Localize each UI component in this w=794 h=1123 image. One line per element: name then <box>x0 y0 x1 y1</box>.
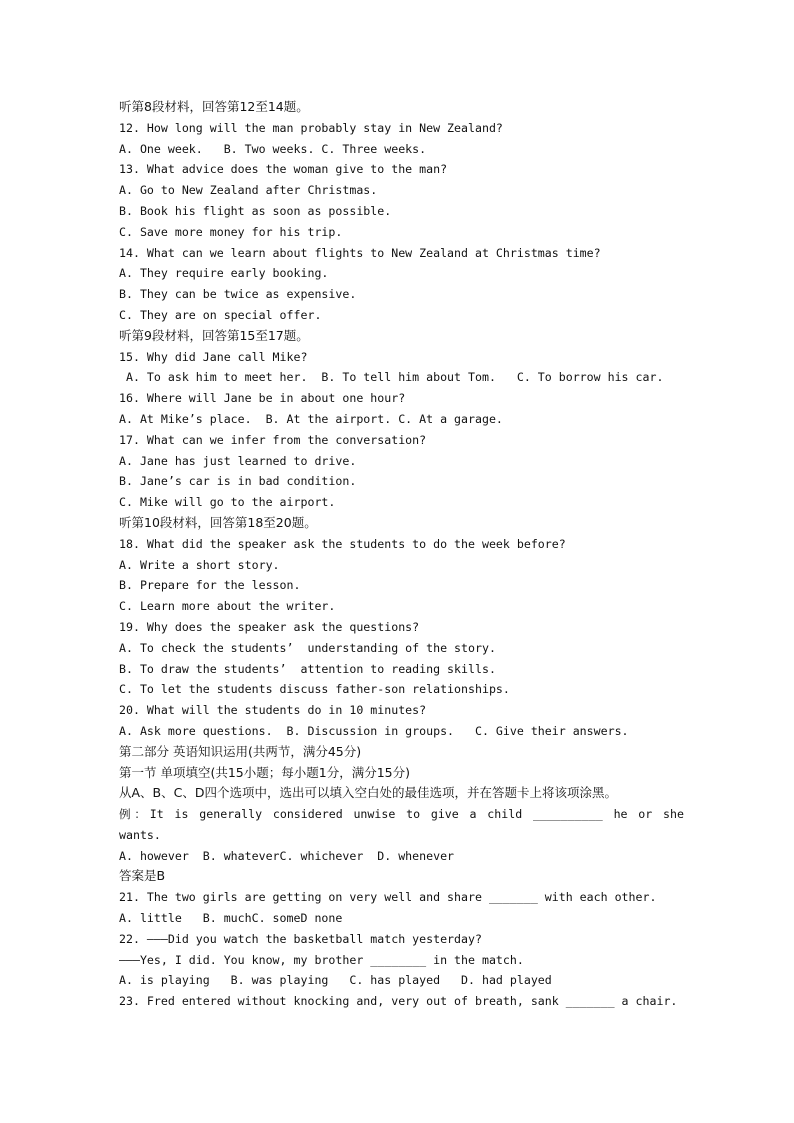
exam-page <box>119 97 684 1012</box>
question-19: 19. Why does the speaker ask the questions? <box>119 619 420 634</box>
question-17-option-a: A. Jane has just learned to drive. <box>119 453 357 468</box>
example-question: 例：It is generally considered unwise to give a child __________ he or she <box>119 807 684 822</box>
question-22: 22. ———Did you watch the basketball match yesterday? <box>119 931 482 946</box>
question-12-options: A. One week. B. Two weeks. C. Three weeks. <box>119 141 427 156</box>
question-21-options: A. little B. muchC. someD none <box>119 911 343 926</box>
question-19-option-c: C. To let the students discuss father-son relationships. <box>119 682 510 697</box>
question-22-options: A. is playing B. was playing C. has played D. had played <box>119 973 552 988</box>
question-14-option-a: A. They require early booking. <box>119 266 329 281</box>
question-18-option-c: C. Learn more about the writer. <box>119 599 336 614</box>
example-answer: 答案是B <box>119 868 166 884</box>
question-13-option-a: A. Go to New Zealand after Christmas. <box>119 183 378 198</box>
section-heading: 听第8段材料，回答第12至14题。 <box>119 99 309 114</box>
question-18-option-b: B. Prepare for the lesson. <box>119 578 301 593</box>
example-question-cont: wants. <box>119 827 161 842</box>
question-17-option-c: C. Mike will go to the airport. <box>119 495 336 510</box>
question-18-option-a: A. Write a short story. <box>119 557 280 572</box>
instructions: 从A、B、C、D四个选项中，选出可以填入空白处的最佳选项，并在答题卡上将该项涂黑。 <box>119 785 617 801</box>
part-heading: 第二部分 英语知识运用(共两节，满分45分) <box>119 743 362 759</box>
question-19-option-a: A. To check the students’ understanding of the story. <box>119 640 496 655</box>
question-16: 16. Where will Jane be in about one hour? <box>119 391 406 406</box>
question-22-reply: ———Yes, I did. You know, my brother ________ in the match. <box>119 952 524 967</box>
question-14-option-c: C. They are on special offer. <box>119 307 322 322</box>
question-20-options: A. Ask more questions. B. Discussion in groups. C. Give their answers. <box>119 723 629 738</box>
section-heading: 听第10段材料，回答第18至20题。 <box>119 514 317 530</box>
question-21: 21. The two girls are getting on very well and share _______ with each other. <box>119 890 657 905</box>
question-13-option-c: C. Save more money for his trip. <box>119 224 343 239</box>
question-14-option-b: B. They can be twice as expensive. <box>119 287 357 302</box>
question-16-options: A. At Mike’s place. B. At the airport. C. At a garage. <box>119 411 503 426</box>
question-18: 18. What did the speaker ask the students to do the week before? <box>119 536 566 551</box>
question-13-option-b: B. Book his flight as soon as possible. <box>119 203 392 218</box>
question-17: 17. What can we infer from the conversation? <box>119 432 427 447</box>
example-options: A. however B. whateverC. whichever D. whenever <box>119 848 455 863</box>
question-19-option-b: B. To draw the students’ attention to reading skills. <box>119 661 496 676</box>
question-20: 20. What will the students do in 10 minutes? <box>119 703 427 718</box>
question-14: 14. What can we learn about flights to New Zealand at Christmas time? <box>119 245 601 260</box>
subsection-heading: 第一节 单项填空(共15小题；每小题1分，满分15分) <box>119 764 410 780</box>
question-13: 13. What advice does the woman give to the man? <box>119 162 448 177</box>
question-15-options: A. To ask him to meet her. B. To tell him about Tom. C. To borrow his car. <box>119 370 664 385</box>
section-heading: 听第9段材料，回答第15至17题。 <box>119 327 309 343</box>
question-12: 12. How long will the man probably stay in New Zealand? <box>119 120 503 135</box>
question-15: 15. Why did Jane call Mike? <box>119 349 308 364</box>
question-17-option-b: B. Jane’s car is in bad condition. <box>119 474 357 489</box>
question-23: 23. Fred entered without knocking and, very out of breath, sank _______ a chair. <box>119 994 678 1009</box>
